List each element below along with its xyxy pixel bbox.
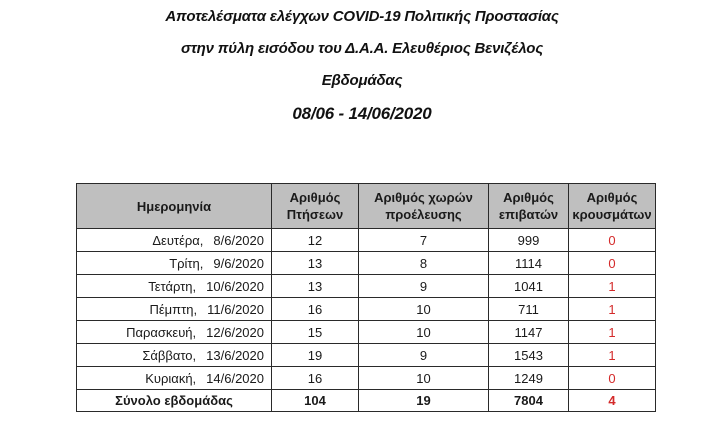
cases-cell: 1 <box>569 298 656 321</box>
passengers-cell: 1147 <box>489 321 569 344</box>
column-header-cases: Αριθμός κρουσμάτων <box>569 184 656 229</box>
total-flights: 104 <box>272 390 359 412</box>
date: 11/6/2020 <box>207 301 264 317</box>
flights-cell: 16 <box>272 367 359 390</box>
total-row <box>77 390 656 412</box>
weekday: Παρασκευή, <box>126 324 197 340</box>
passengers-cell: 1041 <box>489 275 569 298</box>
countries-cell: 9 <box>359 275 489 298</box>
date: 14/6/2020 <box>206 370 264 386</box>
countries-cell: 10 <box>359 298 489 321</box>
table-header-row <box>77 184 656 229</box>
report-title: Αποτελέσματα ελέγχων COVID-19 Πολιτικής Προστασίας <box>165 8 559 25</box>
passengers-cell: 1543 <box>489 344 569 367</box>
passengers-cell: 711 <box>489 298 569 321</box>
flights-cell: 13 <box>272 252 359 275</box>
flights-cell: 16 <box>272 298 359 321</box>
countries-cell: 7 <box>359 229 489 252</box>
cases-cell: 1 <box>569 344 656 367</box>
total-label: Σύνολο εβδομάδας <box>77 390 272 412</box>
weekday: Σάββατο, <box>142 347 197 363</box>
countries-cell: 8 <box>359 252 489 275</box>
countries-cell: 10 <box>359 367 489 390</box>
cases-cell: 1 <box>569 275 656 298</box>
passengers-cell: 999 <box>489 229 569 252</box>
countries-cell: 10 <box>359 321 489 344</box>
report-period-label: Εβδομάδας <box>321 72 403 89</box>
date-cell <box>77 252 272 275</box>
weekday: Τρίτη, <box>169 255 204 271</box>
flights-cell: 13 <box>272 275 359 298</box>
date-cell <box>77 344 272 367</box>
date: 8/6/2020 <box>213 232 264 248</box>
report-date-range: 08/06 - 14/06/2020 <box>292 104 432 123</box>
cases-cell: 1 <box>569 321 656 344</box>
table-row <box>77 229 656 252</box>
column-header-flights: Αριθμός Πτήσεων <box>272 184 359 229</box>
weekly-stats-table <box>76 183 656 412</box>
passengers-cell: 1114 <box>489 252 569 275</box>
table-row <box>77 344 656 367</box>
table-row <box>77 275 656 298</box>
total-passengers: 7804 <box>489 390 569 412</box>
countries-cell: 9 <box>359 344 489 367</box>
date: 10/6/2020 <box>206 278 264 294</box>
cases-cell: 0 <box>569 367 656 390</box>
date-cell <box>77 229 272 252</box>
report-subtitle: στην πύλη εισόδου του Δ.Α.Α. Ελευθέριος Βενιζέλος <box>180 40 544 57</box>
flights-cell: 12 <box>272 229 359 252</box>
table-row <box>77 321 656 344</box>
weekday: Δευτέρα, <box>152 232 204 248</box>
column-header-date: Ημερομηνία <box>77 184 272 229</box>
date: 9/6/2020 <box>213 255 264 271</box>
date: 12/6/2020 <box>206 324 264 340</box>
total-cases: 4 <box>569 390 656 412</box>
table-row <box>77 367 656 390</box>
date-cell <box>77 321 272 344</box>
flights-cell: 19 <box>272 344 359 367</box>
passengers-cell: 1249 <box>489 367 569 390</box>
column-header-passengers: Αριθμός επιβατών <box>489 184 569 229</box>
weekday: Κυριακή, <box>145 370 197 386</box>
weekday: Πέμπτη, <box>149 301 198 317</box>
cases-cell: 0 <box>569 252 656 275</box>
column-header-countries: Αριθμός χωρών προέλευσης <box>359 184 489 229</box>
table-row <box>77 252 656 275</box>
date-cell <box>77 367 272 390</box>
date-cell <box>77 275 272 298</box>
table-row <box>77 298 656 321</box>
flights-cell: 15 <box>272 321 359 344</box>
cases-cell: 0 <box>569 229 656 252</box>
date-cell <box>77 298 272 321</box>
weekday: Τετάρτη, <box>148 278 197 294</box>
date: 13/6/2020 <box>206 347 264 363</box>
total-countries: 19 <box>359 390 489 412</box>
